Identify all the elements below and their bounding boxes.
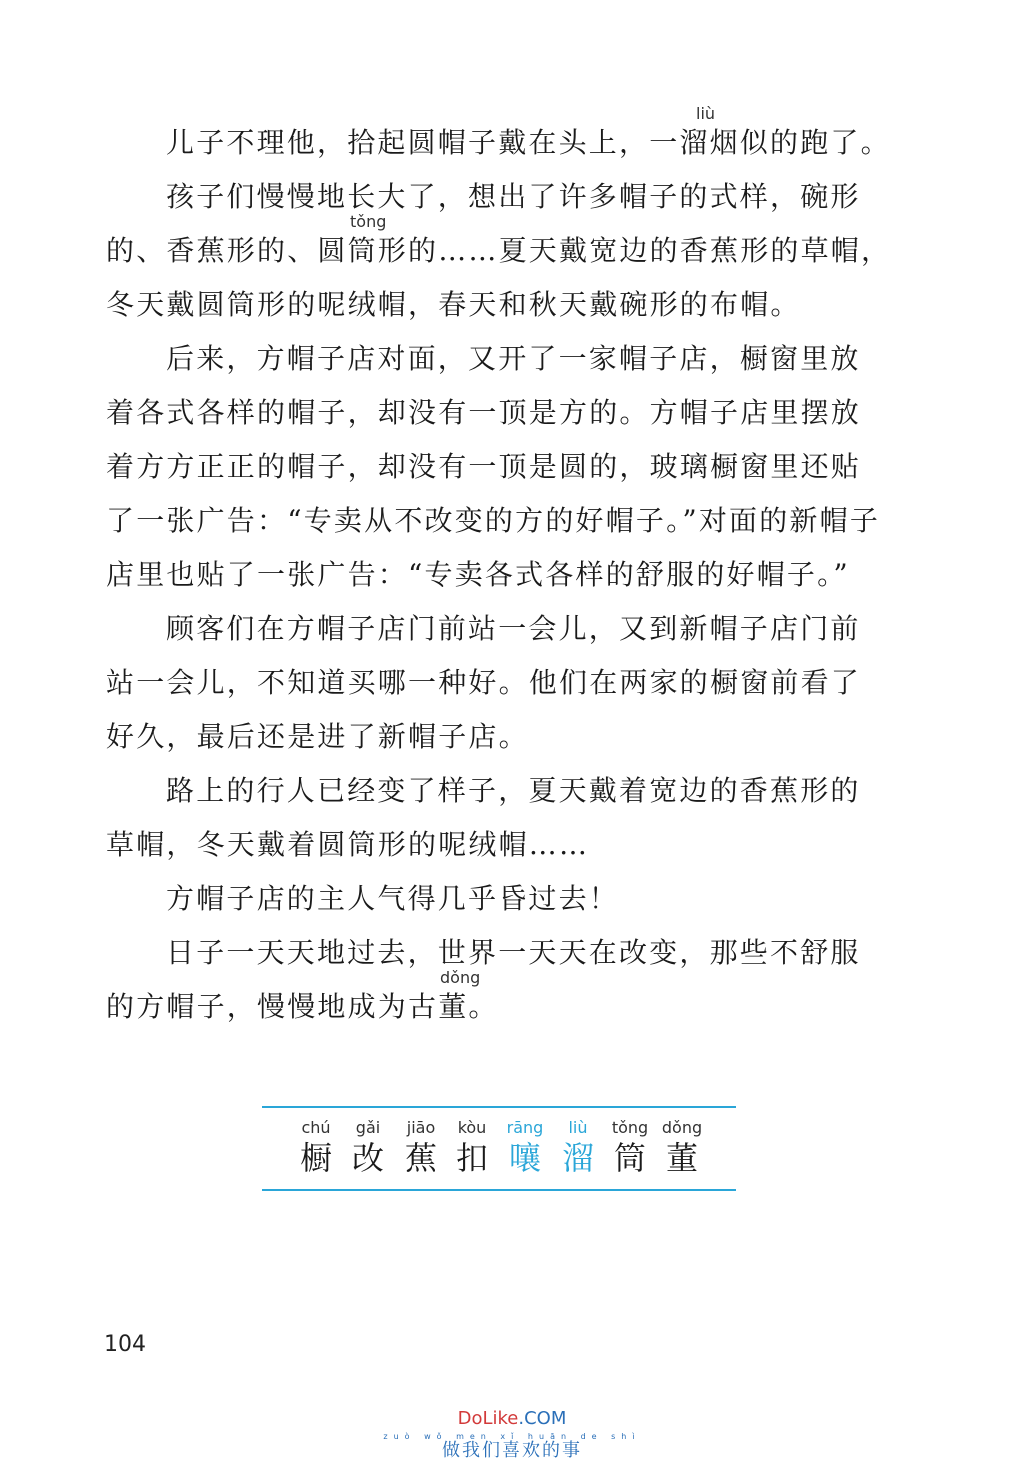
text-line: 路上的行人已经变了样子，夏天戴着宽边的香蕉形的 xyxy=(166,774,861,807)
text-line: 店里也贴了一张广告：“专卖各式各样的舒服的好帽子。” xyxy=(106,558,850,591)
vocab-bottom-rule xyxy=(262,1189,736,1191)
text-line: 顾客们在方帽子店门前站一会儿，又到新帽子店门前 xyxy=(166,612,861,645)
vocab-char: 扣 xyxy=(455,1139,488,1177)
vocab-pinyin: kòu xyxy=(457,1118,487,1137)
pinyin-annotation: dǒng xyxy=(440,968,481,987)
vocab-char: 嚷 xyxy=(508,1139,541,1177)
vocab-item xyxy=(289,1118,343,1178)
vocab-item xyxy=(603,1118,657,1178)
vocab-char: 橱 xyxy=(299,1139,332,1177)
watermark-site-part: .COM xyxy=(518,1408,567,1429)
vocab-top-rule xyxy=(262,1106,736,1108)
text-line: 站一会儿，不知道买哪一种好。他们在两家的橱窗前看了 xyxy=(106,666,862,699)
vocab-char: 蕉 xyxy=(404,1139,437,1177)
watermark-text: 做我们喜欢的事 xyxy=(442,1440,582,1461)
vocab-item xyxy=(394,1118,448,1178)
text-line: 草帽，冬天戴着圆筒形的呢绒帽…… xyxy=(106,828,590,861)
vocab-item-highlighted xyxy=(498,1118,552,1178)
vocab-pinyin: tǒng xyxy=(611,1118,649,1137)
text-line: 儿子不理他，拾起圆帽子戴在头上，一溜烟似的跑了。 xyxy=(166,126,891,159)
vocab-item-highlighted xyxy=(551,1118,605,1178)
text-line: 的方帽子，慢慢地成为古董。 xyxy=(106,990,499,1023)
pinyin-annotation: tǒng xyxy=(350,212,387,231)
watermark-site xyxy=(0,1408,1024,1429)
text-line: 冬天戴圆筒形的呢绒帽，春天和秋天戴碗形的布帽。 xyxy=(106,288,801,321)
text-line: 好久，最后还是进了新帽子店。 xyxy=(106,720,529,753)
text-line: 孩子们慢慢地长大了，想出了许多帽子的式样，碗形 xyxy=(166,180,861,213)
text-line: 着方方正正的帽子，却没有一顶是圆的，玻璃橱窗里还贴 xyxy=(106,450,862,483)
vocab-pinyin: dǒng xyxy=(661,1118,703,1137)
vocab-char: 溜 xyxy=(561,1139,594,1177)
vocab-item xyxy=(655,1118,709,1178)
vocab-pinyin: rāng xyxy=(506,1118,544,1137)
page-number: 104 xyxy=(104,1332,146,1357)
vocab-char: 筒 xyxy=(613,1139,646,1177)
text-line: 日子一天天地过去，世界一天天在改变，那些不舒服 xyxy=(166,936,861,969)
vocab-item xyxy=(445,1118,499,1178)
text-line: 了一张广告：“专卖从不改变的方的好帽子。”对面的新帽子 xyxy=(106,504,881,537)
text-line: 的、香蕉形的、圆筒形的……夏天戴宽边的香蕉形的草帽， xyxy=(106,234,892,267)
pinyin-annotation: liù xyxy=(696,104,716,123)
watermark-pinyin: zuò wǒ men xǐ huān de shì xyxy=(383,1432,641,1441)
text-line: 着各式各样的帽子，却没有一顶是方的。方帽子店里摆放 xyxy=(106,396,862,429)
vocab-pinyin: liù xyxy=(568,1118,588,1137)
watermark-site-part: DoLike xyxy=(457,1408,519,1429)
vocab-char: 改 xyxy=(351,1139,384,1177)
vocab-item xyxy=(341,1118,395,1178)
vocab-pinyin: gǎi xyxy=(355,1118,381,1137)
text-line: 方帽子店的主人气得几乎昏过去！ xyxy=(166,882,620,915)
vocab-pinyin: jiāo xyxy=(406,1118,436,1137)
text-line: 后来，方帽子店对面，又开了一家帽子店，橱窗里放 xyxy=(166,342,861,375)
vocab-pinyin: chú xyxy=(301,1118,331,1137)
vocab-char: 董 xyxy=(665,1139,698,1177)
